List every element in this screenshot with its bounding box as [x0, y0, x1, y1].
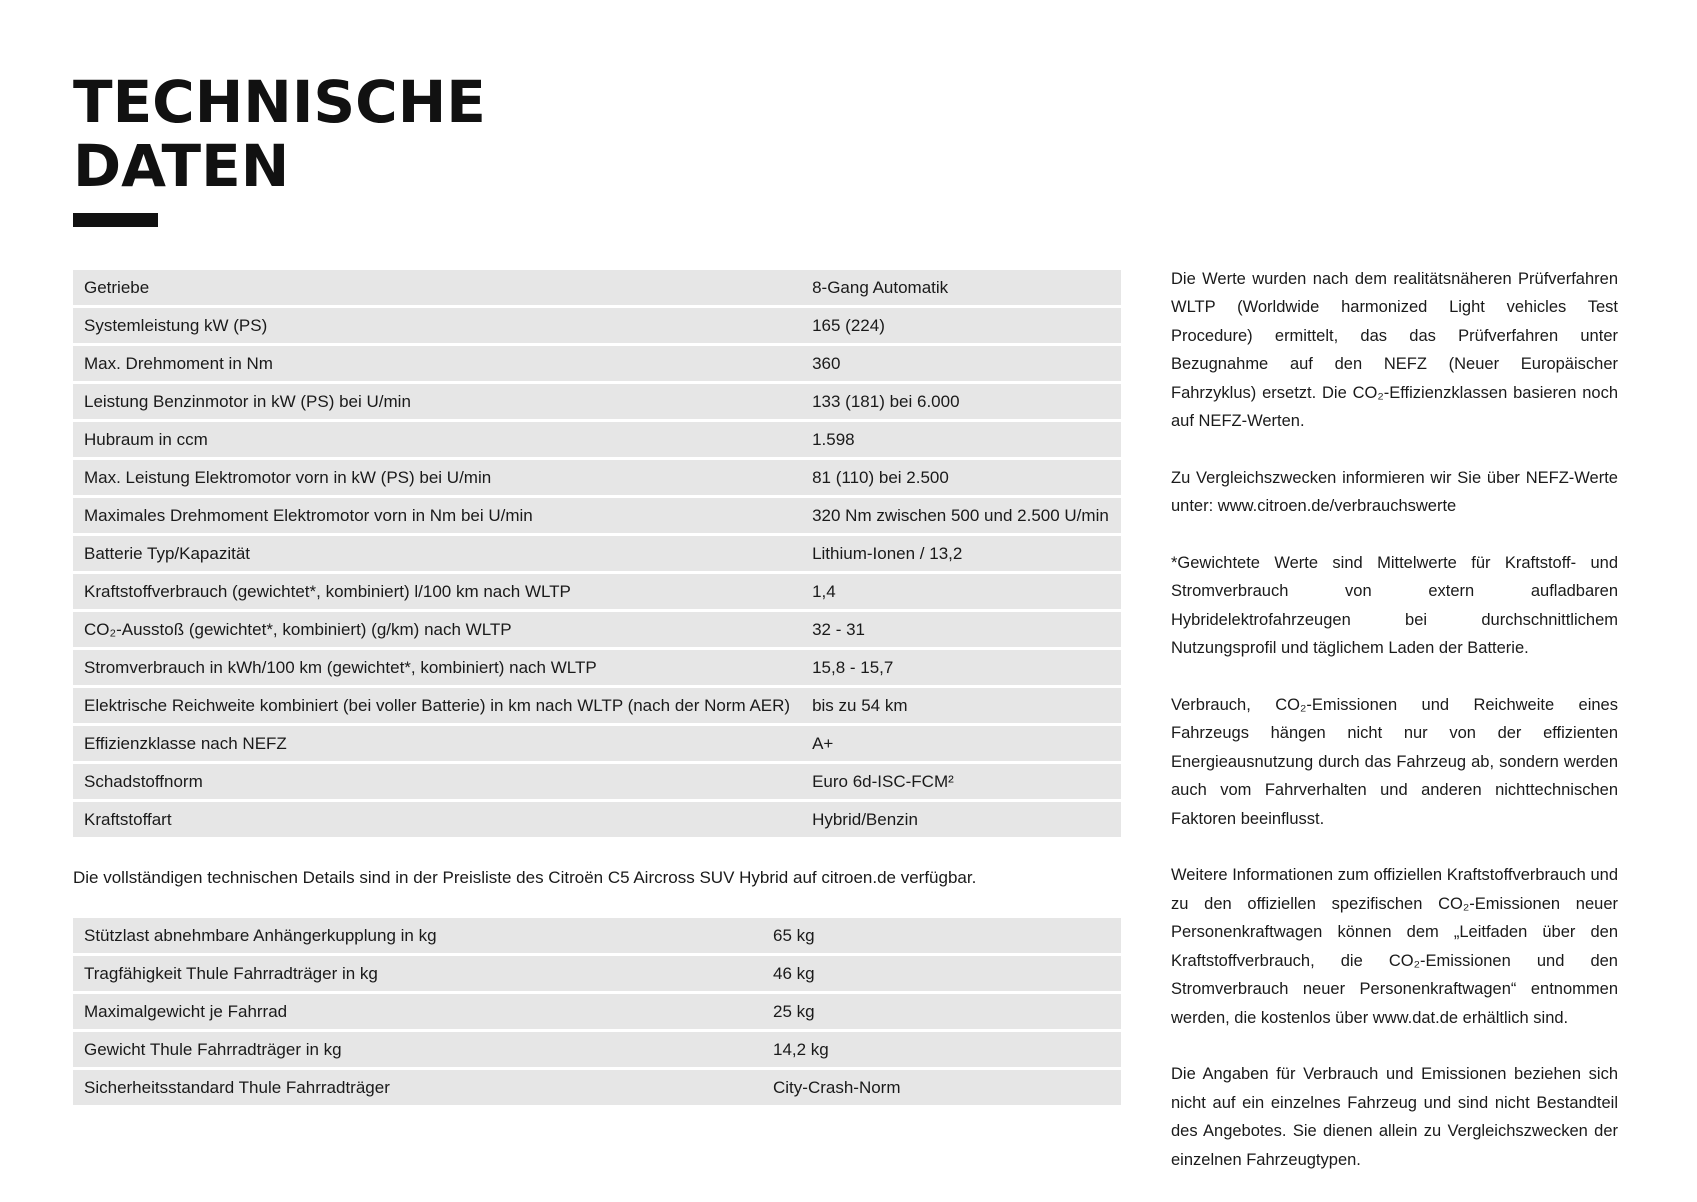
table-row — [73, 688, 1121, 723]
table-row — [73, 918, 1121, 953]
table-row — [73, 802, 1121, 837]
table-row — [73, 650, 1121, 685]
accessory-value: 46 kg — [762, 956, 1121, 991]
accessory-value: 25 kg — [762, 994, 1121, 1029]
table-row — [73, 1032, 1121, 1067]
spec-value: 133 (181) bei 6.000 — [801, 384, 1121, 419]
page-title-line-1: TECHNISCHE — [73, 68, 486, 136]
spec-value: A+ — [801, 726, 1121, 761]
accessory-label: Maximalgewicht je Fahrrad — [73, 994, 762, 1029]
spec-value: 360 — [801, 346, 1121, 381]
table-row — [73, 384, 1121, 419]
spec-value: Euro 6d-ISC-FCM² — [801, 764, 1121, 799]
accessory-label: Tragfähigkeit Thule Fahrradträger in kg — [73, 956, 762, 991]
sidebar-paragraph: Die Werte wurden nach dem realitätsnäheren Prüfverfahren WLTP (Worldwide harmonized Light vehicles Test Procedure) ermittelt, das das Prüfverfahren unter Bezugnahme auf den NEFZ (Neuer Europäischer Fahrzyklus) ersetzt. Die CO₂-Effizienzklassen basieren noch auf NEFZ-Werten. — [1171, 270, 1618, 431]
spec-value: 8-Gang Automatik — [801, 270, 1121, 305]
sidebar-notes — [1171, 265, 1618, 1202]
page-title-line-2: DATEN — [73, 132, 290, 200]
table-row — [73, 726, 1121, 761]
spec-label: Max. Drehmoment in Nm — [73, 346, 801, 381]
spec-value: Hybrid/Benzin — [801, 802, 1121, 837]
spec-value: 320 Nm zwischen 500 und 2.500 U/min — [801, 498, 1121, 533]
table-row — [73, 994, 1121, 1029]
table-row — [73, 612, 1121, 647]
table-row — [73, 764, 1121, 799]
page-title — [73, 70, 486, 198]
accessory-label: Gewicht Thule Fahrradträger in kg — [73, 1032, 762, 1067]
table-row — [73, 536, 1121, 571]
table-row — [73, 460, 1121, 495]
spec-label: Batterie Typ/Kapazität — [73, 536, 801, 571]
spec-value: Lithium-Ionen / 13,2 — [801, 536, 1121, 571]
table-row — [73, 346, 1121, 381]
sidebar-paragraph: Weitere Informationen zum offiziellen Kraftstoffverbrauch und zu den offiziellen spezifischen CO₂-Emissionen neuer Personenkraftwagen können dem „Leitfaden über den Kraftstoffverbrauch, die CO₂-Emissionen und den Stromverbrauch neuer Personenkraftwagen“ entnommen werden, die kostenlos über www.dat.de erhältlich sind. — [1171, 866, 1618, 1027]
accessory-value: 14,2 kg — [762, 1032, 1121, 1067]
sidebar-paragraph: Verbrauch, CO₂-Emissionen und Reichweite eines Fahrzeugs hängen nicht nur von der effizienten Energieausnutzung durch das Fahrzeug ab, sondern werden auch vom Fahrverhalten und anderen nichttechnischen Faktoren beeinflusst. — [1171, 696, 1618, 828]
spec-label: Leistung Benzinmotor in kW (PS) bei U/min — [73, 384, 801, 419]
spec-label: Max. Leistung Elektromotor vorn in kW (PS) bei U/min — [73, 460, 801, 495]
spec-label: Kraftstoffverbrauch (gewichtet*, kombiniert) l/100 km nach WLTP — [73, 574, 801, 609]
spec-label: Kraftstoffart — [73, 802, 801, 837]
spec-value: 165 (224) — [801, 308, 1121, 343]
spec-label: Elektrische Reichweite kombiniert (bei voller Batterie) in km nach WLTP (nach der Norm AER) — [73, 688, 801, 723]
accessory-label: Stützlast abnehmbare Anhängerkupplung in kg — [73, 918, 762, 953]
table-row — [73, 270, 1121, 305]
spec-label: Hubraum in ccm — [73, 422, 801, 457]
spec-value: 1,4 — [801, 574, 1121, 609]
spec-label: Systemleistung kW (PS) — [73, 308, 801, 343]
sidebar-paragraph: *Gewichtete Werte sind Mittelwerte für Kraftstoff- und Stromverbrauch von extern aufladbaren Hybridelektrofahrzeugen bei durchschnittlichem Nutzungsprofil und täglichem Laden der Batterie. — [1171, 554, 1618, 658]
spec-value: 32 - 31 — [801, 612, 1121, 647]
spec-label: Schadstoffnorm — [73, 764, 801, 799]
specs-table — [73, 267, 1121, 840]
spec-value: 15,8 - 15,7 — [801, 650, 1121, 685]
details-note: Die vollständigen technischen Details sind in der Preisliste des Citroën C5 Aircross SUV Hybrid auf citroen.de verfügbar. — [73, 868, 977, 887]
table-row — [73, 1070, 1121, 1105]
spec-label: CO₂-Ausstoß (gewichtet*, kombiniert) (g/km) nach WLTP — [73, 612, 801, 647]
spec-value: bis zu 54 km — [801, 688, 1121, 723]
spec-label: Maximales Drehmoment Elektromotor vorn in Nm bei U/min — [73, 498, 801, 533]
accessory-label: Sicherheitsstandard Thule Fahrradträger — [73, 1070, 762, 1105]
table-row — [73, 956, 1121, 991]
spec-label: Getriebe — [73, 270, 801, 305]
accessories-table — [73, 915, 1121, 1108]
accessory-value: City-Crash-Norm — [762, 1070, 1121, 1105]
sidebar-paragraph: Die Angaben für Verbrauch und Emissionen beziehen sich nicht auf ein einzelnes Fahrzeug und sind nicht Bestandteil des Angebotes. Sie dienen allein zu Vergleichszwecken der einzelnen Fahrzeugtypen. — [1171, 1065, 1618, 1169]
table-row — [73, 422, 1121, 457]
table-row — [73, 574, 1121, 609]
table-row — [73, 498, 1121, 533]
spec-value: 81 (110) bei 2.500 — [801, 460, 1121, 495]
table-row — [73, 308, 1121, 343]
spec-value: 1.598 — [801, 422, 1121, 457]
spec-label: Effizienzklasse nach NEFZ — [73, 726, 801, 761]
spec-label: Stromverbrauch in kWh/100 km (gewichtet*, kombiniert) nach WLTP — [73, 650, 801, 685]
accessory-value: 65 kg — [762, 918, 1121, 953]
title-underline — [73, 213, 158, 227]
sidebar-paragraph: Zu Vergleichszwecken informieren wir Sie über NEFZ-Werte unter: www.citroen.de/verbrauchswerte — [1171, 468, 1618, 516]
